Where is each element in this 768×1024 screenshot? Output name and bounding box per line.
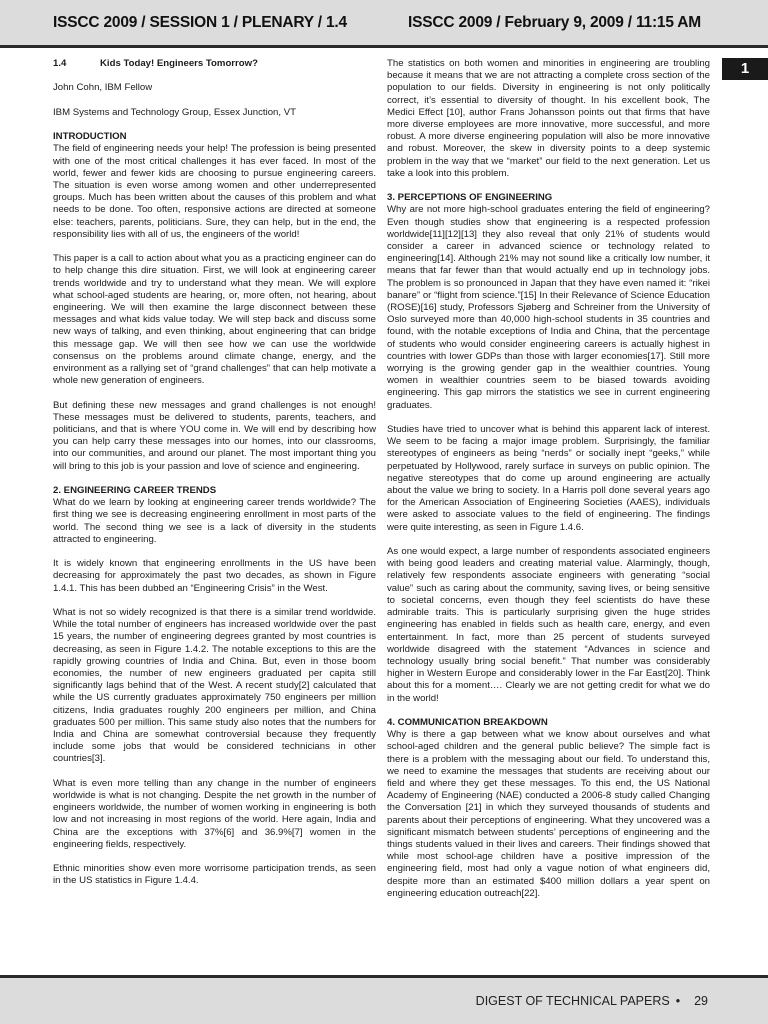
right-column	[387, 58, 710, 900]
paper-author: John Cohn, IBM Fellow	[53, 82, 153, 94]
session-tab: 1	[722, 58, 768, 80]
section-heading-introduction: INTRODUCTION	[53, 131, 127, 143]
session-header: ISSCC 2009 / SESSION 1 / PLENARY / 1.4	[53, 14, 347, 31]
paragraph: Why are not more high-school graduates entering the field of engineering? Even though studies show that engineering is a respected profession worldwide[11][12][13] they also reveal that only 21% of students would consider a career in advanced science or technology related to engineering[14]. Although 21% may not sound like a critically low number, it means that far fewer than that would actually end up in technology jobs. The problem is so pronounced in Japan that they have even named it: “rikei banare” or “flight from science.”[15] In their Relevance of Science Education (ROSE)[16] study, Professors Sjøberg and Schreiner from the University of Oslo surveyed more than 40,000 high-school students in 35 countries and found, with the notable exceptions of India and China, that the percentage of students who would consider engineering careers is actually highest in countries with lower GDPs than those with larger economies[17]. Still more worrying is the growing gender gap in the wealthier countries. Young women in wealthier countries seem to be biased towards avoiding engineering. This gap mirrors the statistics we see in current engineering graduates.	[387, 204, 710, 411]
footer-bullet: •	[675, 994, 681, 1008]
paragraph: What is even more telling than any change in the number of engineers worldwide is what is not changing. Despite the net growth in the number of engineers worldwide, the number of women working in engineering is both low and not increasing in most regions of the world. Here again, India and China are the exceptions with 37%[6] and 36.9%[7] women in the engineering fields, respectively.	[53, 777, 376, 850]
left-column	[53, 58, 376, 888]
section-heading-communication: 4. COMMUNICATION BREAKDOWN	[387, 716, 548, 728]
section-heading-career-trends: 2. ENGINEERING CAREER TRENDS	[53, 485, 217, 497]
date-header: ISSCC 2009 / February 9, 2009 / 11:15 AM	[408, 14, 701, 31]
section-heading-perceptions: 3. PERCEPTIONS OF ENGINEERING	[387, 192, 553, 204]
page-footer	[0, 975, 768, 1024]
paragraph: What do we learn by looking at engineering career trends worldwide? The first thing we see is decreasing engineering enrollment in most parts of the world. The second thing we see is a lack of diversity in the students attracted to engineering.	[53, 497, 376, 545]
paper-title: Kids Today! Engineers Tomorrow?	[100, 58, 258, 69]
paper-number: 1.4	[53, 58, 67, 69]
paragraph: It is widely known that engineering enrollments in the US have been decreasing for approximately the past two decades, as shown in Figure 1.4.1. This has been dubbed an “Engineering Crisis” in the West.	[53, 558, 376, 594]
paragraph: Studies have tried to uncover what is behind this apparent lack of interest. We seem to be facing a major image problem. Surprisingly, the familiar stereotypes of engineers as being “nerds” or socially inept “geeks,” while perpetuated by Hollywood, rarely surface in surveys on public opinion. The negative stereotypes that do come up around engineering are actually about the value we bring to society. In a Harris poll done several years ago for the American Association of Engineering Societies (AAES), individuals were asked to associate values to the field of engineering. The findings were quite interesting, as seen in Figure 1.4.6.	[387, 424, 710, 533]
paragraph: Ethnic minorities show even more worrisome participation trends, as seen in the US statistics in Figure 1.4.4.	[53, 863, 376, 887]
paragraph: But defining these new messages and grand challenges is not enough! These messages must be delivered to students, parents, teachers, and politicians, and that is where YOU come in. We will end by describing how you can help carry these messages into our homes, into our classrooms, into our communities, and around our planet. The most important thing you will bring to this job is your passion and love of science and engineering.	[53, 399, 376, 472]
paper-title-line	[53, 58, 376, 70]
paragraph: This paper is a call to action about what you as a practicing engineer can do to help change this dire situation. First, we will look at engineering career trends worldwide and try to understand what they mean. We will explore what school-aged students are hearing, or, more often, not hearing, about engineering. We will then examine the large disconnect between these messages and what kids value today. We will step back and discuss some new ways of talking, and even thinking, about engineering that can bridge this message gap. We will then see how we can use the worldwide consensus on the problems around climate change, energy, and the environment as a rallying set of “grand challenges” that can help motivate a whole new generation of engineers.	[53, 253, 376, 387]
paragraph: What is not so widely recognized is that there is a similar trend worldwide. While the total number of engineers has increased worldwide over the past 15 years, the number of engineering degrees granted by most countries is decreasing, as seen in Figure 1.4.2. The notable exceptions to this are the rapidly growing countries of India and China. But, even in those boom economies, the number of new engineers graduated per capita still significantly lags behind that of the West. A recent study[2] calculated that while the US currently graduates approximately 750 engineers per million citizens, India graduates roughly 200 engineers per million, and China graduates 500 per million. This same study also notes that the numbers for India and China are somewhat controversial because they frequently include some jobs that would be considered technicians in other countries[3].	[53, 607, 376, 765]
paper-affiliation: IBM Systems and Technology Group, Essex Junction, VT	[53, 106, 296, 118]
paragraph: Why is there a gap between what we know about ourselves and what school-aged children and the general public believe? The simple fact is there is a problem with the messaging about our field. To understand this, we need to examine the messages that students are receiving about our field and where they get these messages. To this end, the US National Academy of Engineering (NAE) conducted a 2006-8 study called Changing the Conversation [21] in which they surveyed thousands of students and parents about their perceptions of engineering. What they uncovered was a significant mismatch between students’ perceptions of engineering and the things students valued in their lives and careers. Their findings showed that while most school-age children have a positive impression of the engineering field, most had only a vague notion of what engineers did, despite more than an estimated $400 million dollars a year spent on engineering education outreach[22].	[387, 729, 710, 899]
footer-text	[476, 994, 708, 1008]
paragraph: As one would expect, a large number of respondents associated engineers with being good leaders and creating material value. Alarmingly, though, relatively few respondents associate engineers with generating “social value” such as caring about the community, saving lives, or being sensitive to societal concerns, even though they feel scientists do have these admirable traits. This is particularly surprising given the huge strides engineering has enabled in fields such as health care, energy, and even entertainment. In fact, more than 25 percent of students surveyed worldwide disagreed with the statement “Advances in science and technology usually bring social benefit.” That number was considerably higher in Western Europe and considerably lower in the Far East[20]. Think about this for a moment…. Clearly we are not getting credit for what we do in the world!	[387, 546, 710, 704]
page-header	[0, 0, 768, 48]
paragraph: The statistics on both women and minorities in engineering are troubling because it means that we are not attracting a complete cross section of the population to our fields. Diversity in engineering is not only politically correct, it’s essential to diversity of thought. In his excellent book, The Medici Effect [10], author Frans Johansson points out that firms that have more diverse employees are more innovative, more successful, and more robust. A more diverse engineering population will also be more innovative and robust. Moreover, the skew in diversity points to a deep systemic problem in the way that we “market” our field to the next generation. Let us take a look into this problem.	[387, 58, 710, 179]
digest-label: DIGEST OF TECHNICAL PAPERS	[475, 994, 670, 1008]
page-number: 29	[694, 994, 708, 1008]
paragraph: The field of engineering needs your help! The profession is being presented with one of the most critical challenges it has ever faced. In most of the world, fewer and fewer kids are choosing to pursue engineering careers. The situation is even worse among women and other underrepresented groups. Much has been written about the causes of this problem and what needs to be done. Too often, responsive actions are directed at someone else: teachers, parents, politicians. Sure, they can help, but in the end, the responsibility lies with all of us, the engineers of the world!	[53, 143, 376, 240]
